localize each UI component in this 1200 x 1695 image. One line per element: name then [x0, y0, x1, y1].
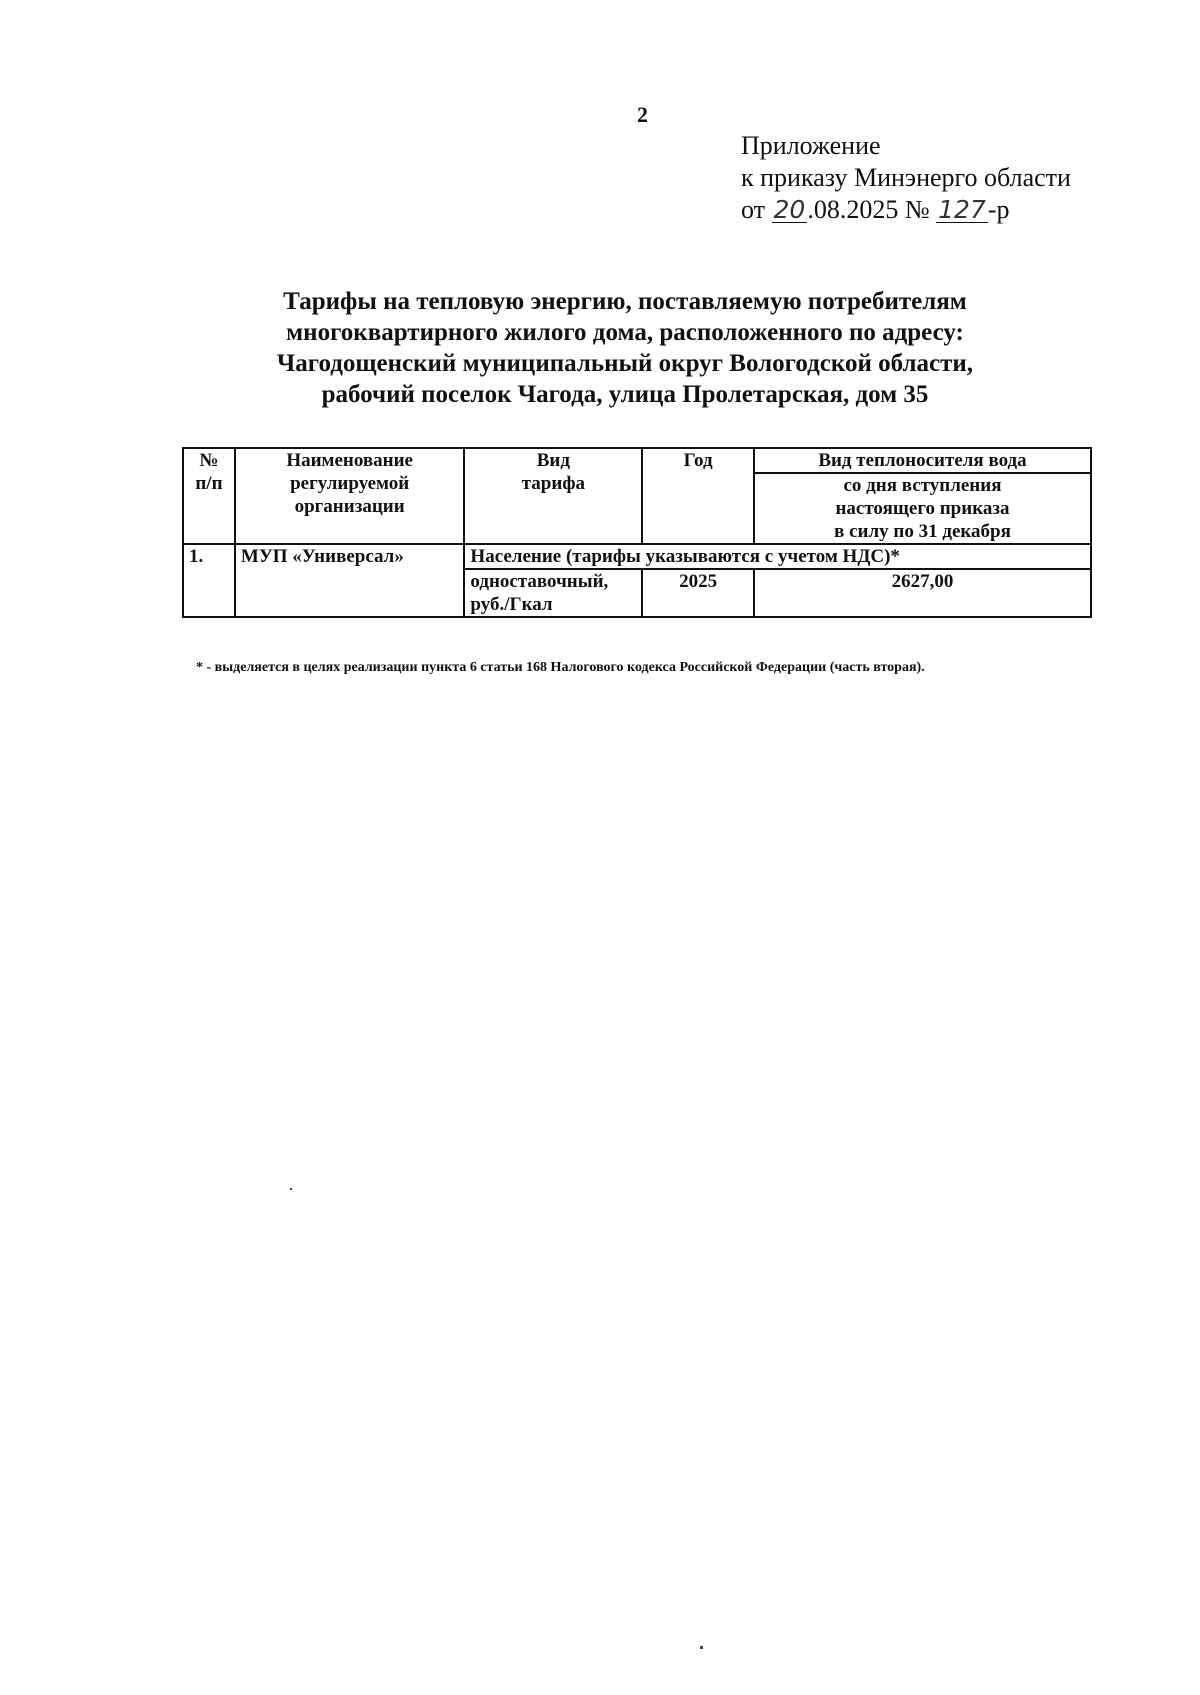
header-period-line: в силу по 31 декабря [834, 521, 1011, 542]
header-year: Год [642, 448, 754, 544]
header-period-line: настоящего приказа [835, 498, 1010, 519]
appendix-title: Приложение [741, 131, 881, 160]
title-line-4: рабочий поселок Чагода, улица Пролетарская, дом 35 [321, 381, 929, 408]
number-suffix: -р [987, 195, 1010, 224]
header-kind-line: Вид [536, 450, 570, 471]
appendix-order-ref: к приказу Минэнерго области [741, 163, 1071, 192]
handwritten-day: 20 [773, 195, 806, 224]
date-rest: .08.2025 № [807, 195, 930, 224]
header-org-line: организации [294, 496, 405, 517]
row-group: Население (тарифы указываются с учетом НДС)* [464, 544, 1091, 569]
header-kind-line: тарифа [521, 473, 585, 494]
appendix-date-line [741, 194, 1071, 226]
page-number: 2 [637, 102, 648, 127]
table-row [183, 544, 1091, 569]
header-org-line: регулируемой [290, 473, 410, 494]
row-kind [464, 569, 642, 617]
header-org [235, 448, 465, 544]
header-carrier: Вид теплоносителя вода [754, 448, 1091, 473]
header-org-line: Наименование [286, 450, 413, 471]
tariff-table [182, 447, 1092, 618]
header-num-line: п/п [195, 473, 223, 494]
scan-speck [290, 1188, 292, 1190]
scan-speck [700, 1646, 703, 1649]
title-line-3: Чагодощенский муниципальный округ Вологодской области, [276, 350, 974, 377]
row-kind-line: руб./Гкал [470, 594, 553, 615]
document-title [180, 286, 1070, 410]
header-num-line: № [199, 450, 219, 471]
title-line-1: Тарифы на тепловую энергию, поставляемую потребителям [283, 288, 967, 315]
header-period-line: со дня вступления [843, 475, 1002, 496]
row-kind-line: одноставочный, [470, 571, 609, 592]
header-kind [464, 448, 642, 544]
footnote: * - выделяется в целях реализации пункта 6 статьи 168 Налогового кодекса Российской Федерации (часть вторая). [196, 660, 925, 675]
date-prefix: от [741, 195, 766, 224]
header-num [183, 448, 235, 544]
table-header-row [183, 448, 1091, 473]
header-period [754, 473, 1091, 544]
handwritten-number: 127 [938, 195, 986, 224]
row-year: 2025 [642, 569, 754, 617]
appendix-block [741, 130, 1071, 226]
title-line-2: многоквартирного жилого дома, расположенного по адресу: [286, 319, 964, 346]
row-num: 1. [183, 544, 235, 617]
row-value: 2627,00 [754, 569, 1091, 617]
row-org: МУП «Универсал» [235, 544, 465, 617]
